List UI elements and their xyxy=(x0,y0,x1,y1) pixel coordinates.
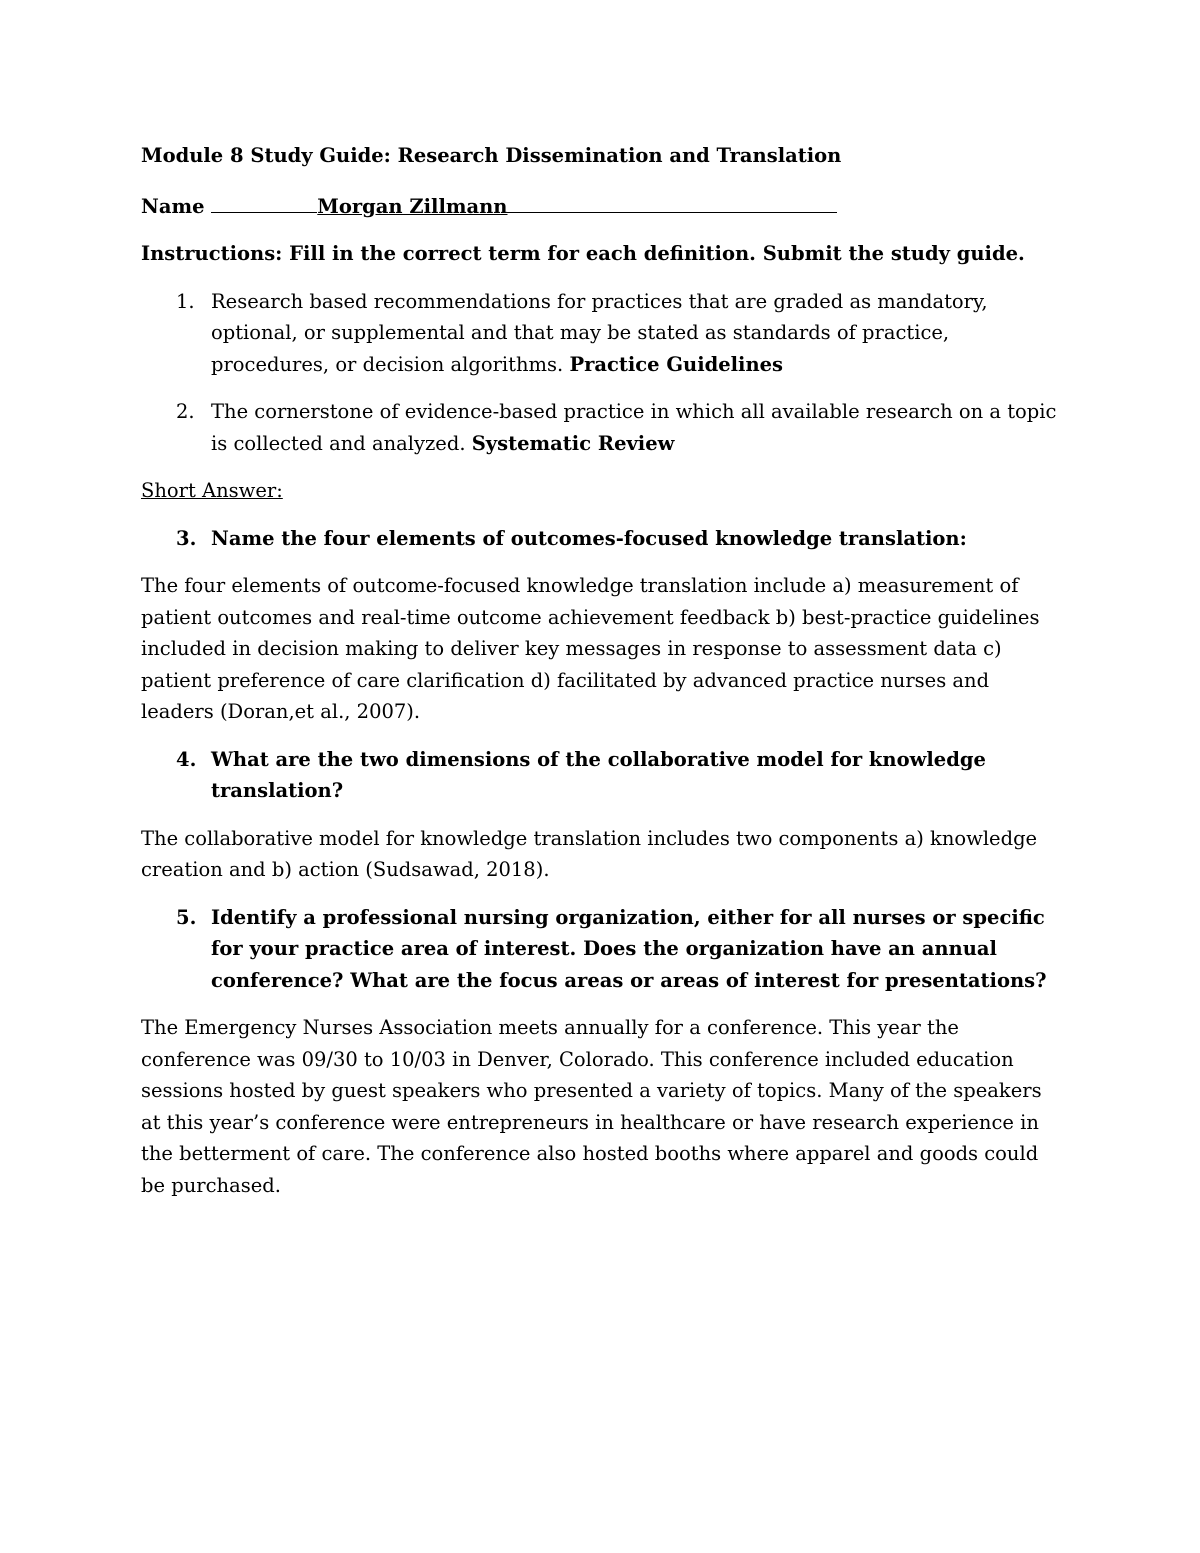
answer-3: The four elements of outcome-focused knowledge translation include a) measurement of patient outcomes and real-time outcome achievement feedback b) best-practice guidelines included in decision making to deliver key messages in response to assessment data c) patient preference of care clarification d) facilitated by advanced practice nurses and leaders (Doran,et al., 2007). xyxy=(141,574,1040,723)
definition-number: 2. xyxy=(176,400,195,423)
document-title: Module 8 Study Guide: Research Dissemination and Translation xyxy=(141,144,842,167)
name-label: Name xyxy=(141,194,205,218)
name-underline-right xyxy=(507,188,837,213)
answer-4: The collaborative model for knowledge translation includes two components a) knowledge creation and b) action (Sudsawad, 2018). xyxy=(141,826,1038,881)
definition-answer: Practice Guidelines xyxy=(569,352,784,376)
instructions: Instructions: Fill in the correct term for each definition. Submit the study guide. xyxy=(141,242,1025,265)
document-body xyxy=(141,140,1061,1217)
question-text: What are the two dimensions of the collaborative model for knowledge translation? xyxy=(211,747,986,802)
short-answer-heading: Short Answer: xyxy=(141,479,283,502)
name-value: Morgan Zillmann xyxy=(317,194,508,218)
definition-item-2 xyxy=(141,396,1061,459)
question-item-3 xyxy=(141,523,1061,555)
question-item-4 xyxy=(141,744,1061,807)
definition-number: 1. xyxy=(176,289,195,313)
definition-item-1 xyxy=(141,286,1061,381)
answer-5: The Emergency Nurses Association meets annually for a conference. This year the conference was 09/30 to 10/03 in Denver, Colorado. This conference included education sessions hosted by guest speakers who presented a variety of topics. Many of the speakers at this year’s conference were entrepreneurs in healthcare or have research experience in the betterment of care. The conference also hosted booths where apparel and goods could be purchased. xyxy=(141,1016,1042,1197)
question-number: 5. xyxy=(176,905,197,929)
definition-text: Research based recommendations for practices that are graded as mandatory, optional, or supplemental and that may be stated as standards of practice, procedures, or decision algorithms. xyxy=(211,289,988,376)
question-number: 3. xyxy=(176,526,197,550)
question-text: Identify a professional nursing organization, either for all nurses or specific for your practice area of interest. Does the organization have an annual conference? What are the focus areas or areas of interest for presentations? xyxy=(211,905,1047,992)
name-underline-left xyxy=(211,188,317,213)
question-item-5 xyxy=(141,902,1061,997)
name-line xyxy=(141,188,1061,223)
question-number: 4. xyxy=(176,747,197,771)
definition-answer: Systematic Review xyxy=(471,431,675,455)
definition-text: The cornerstone of evidence-based practice in which all available research on a topic is collected and analyzed. xyxy=(211,400,1057,455)
question-text: Name the four elements of outcomes-focused knowledge translation: xyxy=(211,526,967,550)
